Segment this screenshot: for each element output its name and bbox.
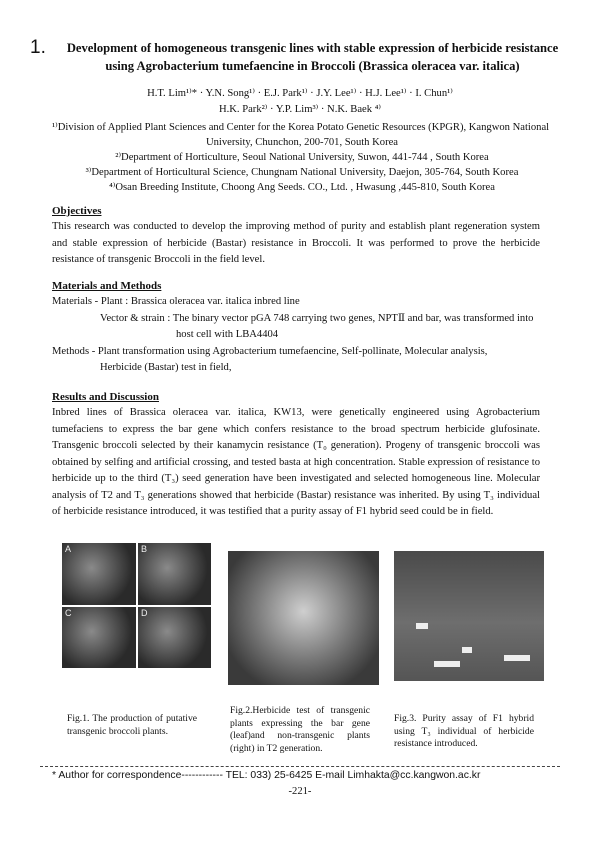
figure-1-image (62, 543, 211, 668)
figure-1-caption: Fig.1. The production of putative transgenic broccoli plants. (67, 713, 197, 737)
figure-3-tag (416, 623, 428, 629)
figure-1-panel-d (138, 607, 211, 668)
panel-d-label: D (141, 608, 148, 618)
figure-3-caption: Fig.3. Purity assay of F1 hybrid using T₃ individual of herbicide resistance introduced. (394, 713, 534, 749)
vector-strain-1: Vector & strain : The binary vector pGA 748 carrying two genes, NPTⅡ and bar, was transformed into (100, 313, 534, 324)
materials-plant: Materials - Plant : Brassica oleracea var. italica inbred line (52, 296, 300, 307)
page-number: -221- (288, 786, 312, 797)
authors-line-1: H.T. Lim¹⁾* · Y.N. Song¹⁾ · E.J. Park¹⁾ · J.Y. Lee¹⁾ · H.J. Lee¹⁾ · I. Chun¹⁾ (147, 88, 453, 99)
figure-1-panel-a (62, 543, 136, 605)
panel-c-label: C (65, 608, 72, 618)
paper-title (55, 39, 570, 75)
figure-3-image (394, 551, 544, 681)
results-heading: Results and Discussion (52, 391, 159, 403)
figure-1-panel-b (138, 543, 211, 605)
figure-2-image (228, 551, 379, 685)
affiliation-1a: ¹⁾Division of Applied Plant Sciences and Center for the Korea Potato Genetic Resources (KPGR), Kangwon National (52, 122, 550, 133)
methods-heading: Materials and Methods (52, 280, 162, 292)
methods-line-2: Herbicide (Bastar) test in field, (100, 362, 232, 373)
title-line-1: Development of homogeneous transgenic lines with stable expression of herbicide resistance (66, 41, 559, 55)
author-list (60, 86, 540, 118)
affiliation-4: ⁴⁾Osan Breeding Institute, Choong Ang Seeds. CO., Ltd. , Hwasung ,445-810, South Korea (109, 182, 495, 193)
objectives-text: This research was conducted to develop the improving method of purity and establish plant regeneration system and stable expression of herbicide (Bastar) resistance in Broccoli. It was performed to prove the herbicide resistance of transgenic Broccoli in the field level. (52, 221, 540, 265)
figure-3-tag (504, 655, 530, 661)
correspondence-note: * Author for correspondence------------ TEL: 033) 25-6425 E-mail Limhakta@cc.kangwon.ac.kr (52, 770, 481, 781)
authors-line-2: H.K. Park²⁾ · Y.P. Lim³⁾ · N.K. Baek ⁴⁾ (218, 104, 382, 115)
figure-3-tag (434, 661, 460, 667)
panel-a-label: A (65, 544, 72, 554)
title-line-2: using Agrobacterium tumefaencine in Broccoli (Brassica oleracea var. italica) (105, 59, 520, 73)
vector-strain-2: host cell with LBA4404 (176, 329, 279, 340)
section-number: 1. (30, 37, 46, 58)
affiliation-2: ²⁾Department of Horticulture, Seoul National University, Suwon, 441-744 , South Korea (115, 152, 489, 163)
methods-line-1: Methods - Plant transformation using Agrobacterium tumefaencine, Self-pollinate, Molecular analysis, (52, 346, 488, 357)
figure-1-panel-c (62, 607, 136, 668)
figure-3-tag (462, 647, 472, 653)
footnote-divider (40, 766, 560, 767)
objectives-heading: Objectives (52, 205, 102, 217)
panel-b-label: B (141, 544, 148, 554)
affiliation-1b: University, Chunchon, 200-701, South Korea (205, 137, 399, 148)
results-text: Inbred lines of Brassica oleracea var. italica, KW13, were genetically engineered using Agrobacterium tumefaciens to express the bar gene which confers resistance to the broad spectrum herbicide glufosinate. Transgenic broccoli selected by their kanamycin resistance (T₀ generation). Progeny of transgenic broccoli was obtained by selfing and artificial crossing, and tested basta at high concentration. Stable expression of resistance to herbicide up to the third (T₃) seed generation have been investigated and selected homogeneous line. Molecular analysis of T2 and T₃ generations showed that herbicide (Bastar) resistance was inherited. By using T₃ individual of herbicide resistance introduced, it was testified that a purity assay of F1 hybrid seed could be in field. (52, 407, 540, 517)
figure-2-caption: Fig.2.Herbicide test of transgenic plants expressing the bar gene (leaf)and non-transgenic plants (right) in T2 generation. (230, 705, 370, 754)
affiliation-3: ³⁾Department of Horticultural Science, Chungnam National University, Daejon, 305-764, South Korea (85, 167, 519, 178)
